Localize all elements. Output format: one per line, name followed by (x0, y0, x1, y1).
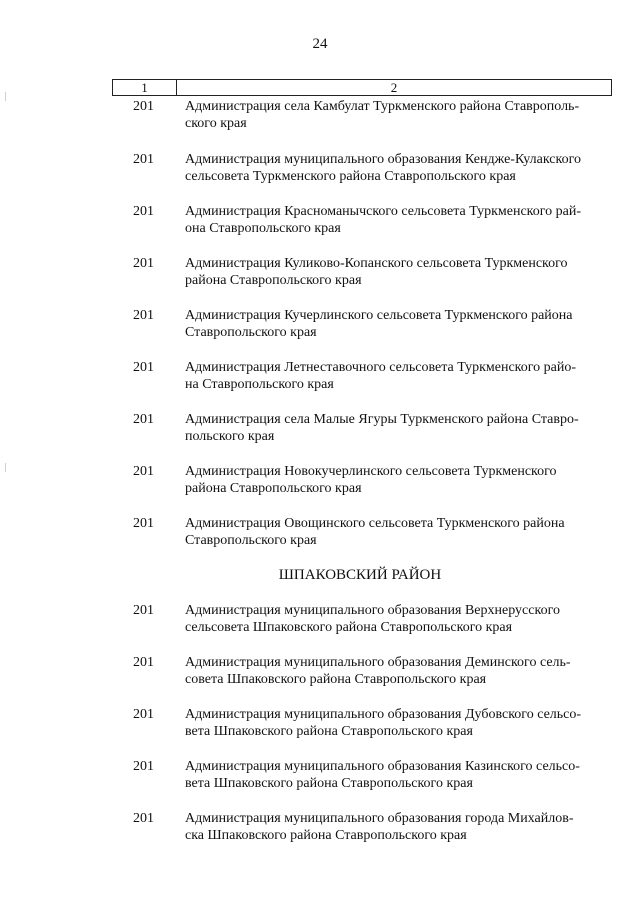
table-row (112, 810, 612, 844)
entry-code: 201 (133, 308, 154, 323)
entry-text-line: ска Шпаковского района Ставропольского края (185, 828, 467, 843)
entry-text (175, 98, 612, 132)
margin-mark (5, 92, 6, 101)
table-row (112, 654, 612, 688)
table-row (112, 602, 612, 636)
entry-text-line: Администрация села Камбулат Туркменского района Ставрополь- (185, 99, 580, 114)
entry-code: 201 (133, 707, 154, 722)
entry-text-line: Администрация Летнеставочного сельсовета Туркменского райо- (185, 360, 577, 375)
entry-text-line: Ставропольского края (185, 325, 317, 340)
entry-text (175, 810, 612, 844)
entry-code: 201 (133, 99, 154, 114)
entry-code: 201 (133, 204, 154, 219)
entry-text-line: Администрация Кучерлинского сельсовета Туркменского района (185, 308, 573, 323)
column-header-1: 1 (113, 80, 177, 95)
entry-text-line: сельсовета Шпаковского района Ставропольского края (185, 620, 513, 635)
entry-text-line: Администрация Красноманычского сельсовета Туркменского рай- (185, 204, 582, 219)
entry-code: 201 (133, 759, 154, 774)
entry-text-line: Ставропольского края (185, 533, 317, 548)
table-row (112, 255, 612, 289)
column-header-2: 2 (390, 80, 398, 95)
entry-code: 201 (133, 152, 154, 167)
table-row (112, 359, 612, 393)
entry-code: 201 (133, 412, 154, 427)
entry-text-line: Администрация муниципального образования Дубовского сельсо- (185, 707, 582, 722)
entry-code: 201 (133, 464, 154, 479)
entry-text-line: на Ставропольского края (185, 377, 334, 392)
table-row (112, 758, 612, 792)
entry-text (175, 307, 612, 341)
entry-text-line: Администрация муниципального образования Казинского сельсо- (185, 759, 580, 774)
entry-code: 201 (133, 603, 154, 618)
entry-text (175, 654, 612, 688)
entry-text-line: сельсовета Туркменского района Ставропольского края (185, 169, 516, 184)
entry-text (175, 463, 612, 497)
table-row (112, 307, 612, 341)
entry-text (175, 203, 612, 237)
entry-code: 201 (133, 256, 154, 271)
entry-code: 201 (133, 655, 154, 670)
table-row (112, 203, 612, 237)
table-header-row (112, 79, 612, 96)
entry-text-line: Администрация муниципального образования Деминского сель- (185, 655, 571, 670)
entry-text (175, 411, 612, 445)
entry-text-line: польского края (185, 429, 275, 444)
entry-code: 201 (133, 516, 154, 531)
entry-text (175, 515, 612, 549)
entry-text (175, 359, 612, 393)
entry-text (175, 151, 612, 185)
entry-text (175, 255, 612, 289)
entry-text-line: она Ставропольского края (185, 221, 341, 236)
table-row (112, 151, 612, 185)
table-row (112, 98, 612, 132)
entry-text-line: Администрация села Малые Ягуры Туркменского района Ставро- (185, 412, 579, 427)
entry-text-line: вета Шпаковского района Ставропольского края (185, 724, 473, 739)
margin-mark (5, 463, 6, 472)
entry-text-line: Администрация Овощинского сельсовета Туркменского района (185, 516, 565, 531)
entry-text-line: района Ставропольского края (185, 273, 362, 288)
entry-text-line: Администрация муниципального образования города Михайлов- (185, 811, 574, 826)
table-row (112, 515, 612, 549)
entry-text-line: вета Шпаковского района Ставропольского края (185, 776, 473, 791)
entry-text-line: района Ставропольского края (185, 481, 362, 496)
entry-text-line: Администрация муниципального образования Верхнерусского (185, 603, 560, 618)
page-number: 24 (312, 36, 328, 52)
entry-text (175, 706, 612, 740)
entry-text-line: Администрация Новокучерлинского сельсовета Туркменского (185, 464, 557, 479)
entry-code: 201 (133, 811, 154, 826)
entry-text-line: Администрация муниципального образования Кендже-Кулакского (185, 152, 581, 167)
entry-code: 201 (133, 360, 154, 375)
entry-text (175, 758, 612, 792)
table-row (112, 411, 612, 445)
section-heading: ШПАКОВСКИЙ РАЙОН (278, 567, 442, 583)
entry-text-line: совета Шпаковского района Ставропольского края (185, 672, 487, 687)
table-row (112, 706, 612, 740)
entry-text-line: Администрация Куликово-Копанского сельсовета Туркменского (185, 256, 568, 271)
entry-text (175, 602, 612, 636)
table-row (112, 463, 612, 497)
entry-text-line: ского края (185, 116, 247, 131)
